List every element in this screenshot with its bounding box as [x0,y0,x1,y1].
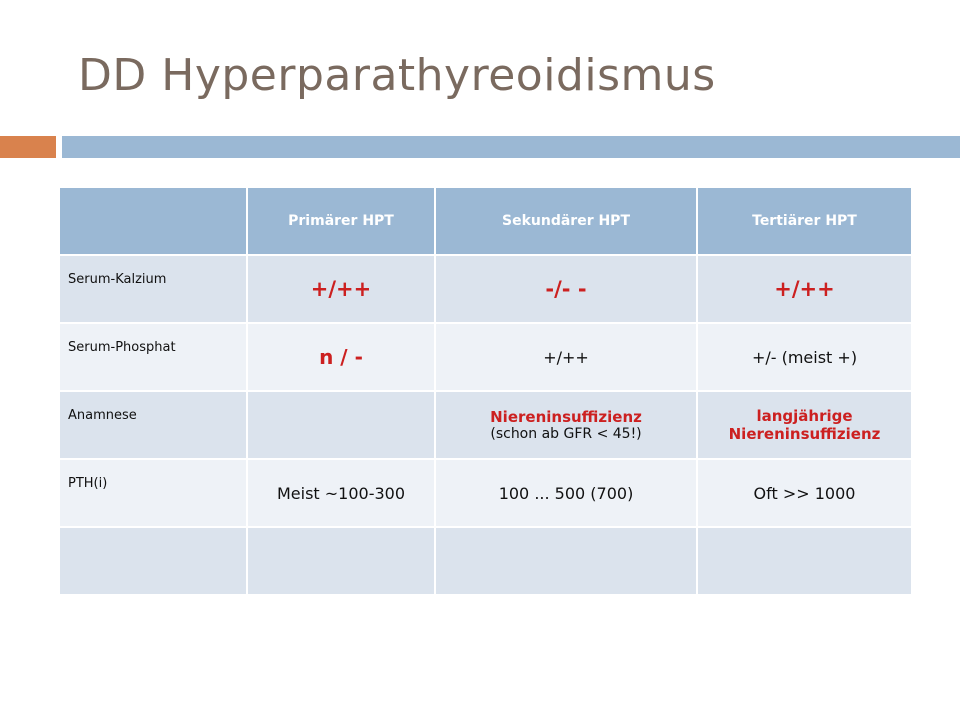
cell-phosphat-primaer [247,323,435,391]
cell-text: +/++ [310,277,372,301]
cell-phosphat-tertiaer [697,323,912,391]
cell-text: Niereninsuffizienz [490,408,642,426]
cell-text: Meist ~100-300 [276,483,406,503]
cell-text: (schon ab GFR < 45!) [490,426,642,442]
comparison-table [58,186,913,596]
title-underline-bar [62,136,960,158]
row-label-empty [59,527,247,595]
cell-text: +/- (meist +) [751,347,858,367]
cell-text: n / - [319,345,363,369]
row-label-serum-kalzium: Serum-Kalzium [59,255,247,323]
header-sekundaer: Sekundärer HPT [435,187,697,255]
table-row [59,527,912,595]
cell-pth-tertiaer [697,459,912,527]
accent-bar [0,136,56,158]
cell-phosphat-sekundaer [435,323,697,391]
bar-separator [56,131,59,158]
cell-text: langjährige [756,407,853,425]
cell-pth-primaer [247,459,435,527]
cell-text: Oft >> 1000 [753,483,856,503]
cell-text: Niereninsuffizienz [728,425,881,443]
table-row [59,459,912,527]
row-label-pth: PTH(i) [59,459,247,527]
cell-kalzium-tertiaer [697,255,912,323]
cell-kalzium-sekundaer [435,255,697,323]
row-label-serum-phosphat: Serum-Phosphat [59,323,247,391]
row-label-anamnese: Anamnese [59,391,247,459]
header-cell-empty [59,187,247,255]
cell-anamnese-tertiaer [697,391,912,459]
header-tertiaer: Tertiärer HPT [697,187,912,255]
cell-anamnese-primaer [247,391,435,459]
cell-empty [697,527,912,595]
cell-empty [247,527,435,595]
table-row [59,323,912,391]
cell-text: +/++ [774,277,835,301]
cell-text: +/++ [543,347,589,367]
header-primaer: Primärer HPT [247,187,435,255]
cell-text: -/- - [545,277,587,301]
table-row [59,391,912,459]
slide-title: DD Hyperparathyreoidismus [78,50,716,101]
cell-kalzium-primaer [247,255,435,323]
cell-empty [435,527,697,595]
cell-anamnese-sekundaer [435,391,697,459]
cell-pth-sekundaer [435,459,697,527]
cell-text: 100 ... 500 (700) [498,483,634,503]
table-row [59,255,912,323]
table-header-row [59,187,912,255]
